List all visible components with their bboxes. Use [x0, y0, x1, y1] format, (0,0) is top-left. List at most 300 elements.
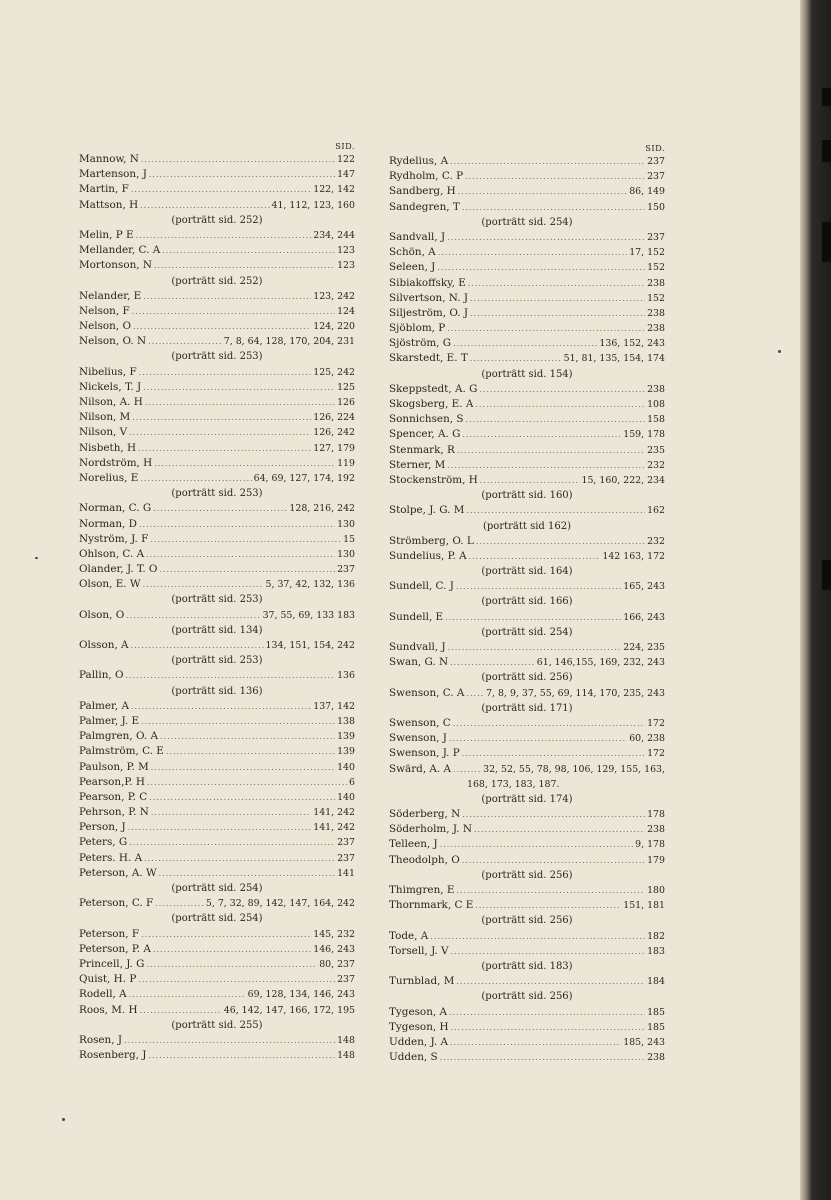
entry-name: Nelander, E	[79, 289, 142, 302]
dot-leader	[148, 334, 222, 349]
dot-leader	[475, 397, 645, 412]
index-entry	[389, 640, 665, 655]
dot-leader	[468, 276, 645, 291]
index-entry	[79, 851, 355, 866]
dot-leader	[462, 746, 645, 761]
dot-leader	[450, 655, 535, 670]
index-entry	[389, 336, 665, 351]
dot-leader	[470, 291, 645, 306]
entry-pages: 122	[337, 154, 355, 165]
entry-pages: 7, 8, 64, 128, 170, 204, 231	[223, 336, 355, 348]
entry-name: Thornmark, C E	[389, 899, 474, 912]
entry-pages: 146, 243	[313, 943, 355, 955]
entry-pages: 159, 178	[623, 429, 665, 441]
entry-pages: 123	[337, 260, 355, 272]
index-entry	[389, 291, 665, 306]
dot-leader	[466, 503, 645, 518]
entry-pages: 7, 8, 9, 37, 55, 69, 114, 170, 235, 243	[486, 687, 665, 699]
entry-name: Peterson, A. W	[79, 866, 157, 879]
dot-leader	[131, 699, 311, 714]
dot-leader	[462, 807, 645, 822]
dot-leader	[457, 443, 645, 458]
entry-pages: 32, 52, 55, 78, 98, 106, 129, 155, 163,	[483, 763, 665, 775]
dot-leader	[430, 929, 645, 944]
index-entry	[389, 610, 665, 625]
entry-list-left	[79, 152, 355, 1063]
index-entry	[389, 929, 665, 944]
entry-pages: 124, 220	[313, 321, 355, 333]
dot-leader	[155, 896, 204, 911]
dot-leader	[133, 319, 311, 334]
entry-pages: 148	[337, 1050, 355, 1062]
entry-name: Norman, D	[79, 517, 137, 530]
entry-pages: 138	[337, 715, 355, 727]
entry-name: Sterner, M	[389, 458, 446, 471]
entry-pages: 17, 152	[629, 247, 665, 259]
entry-pages: 123, 242	[313, 290, 355, 302]
entry-name: Pearson,P. H	[79, 775, 145, 788]
index-entry	[79, 775, 355, 790]
index-column-right	[389, 142, 665, 1065]
entry-pages: 147	[337, 169, 355, 181]
entry-pages: 235	[647, 444, 665, 456]
index-entry	[79, 547, 355, 562]
entry-name: Sandberg, H	[389, 185, 456, 198]
entry-name: Palmström, C. E	[79, 745, 164, 758]
index-column-left	[79, 140, 355, 1063]
entry-name: Nilson, A. H	[79, 396, 143, 408]
entry-pages: 142 163, 172	[602, 550, 665, 562]
entry-name: Sjöström, G	[389, 337, 452, 350]
entry-name: Nordström, H	[79, 456, 153, 469]
portrait-reference: (porträtt sid. 136)	[171, 685, 263, 697]
dot-leader	[447, 321, 645, 336]
entry-name: Ohlson, C. A	[79, 547, 145, 560]
index-entry	[79, 577, 355, 592]
entry-pages: 5, 7, 32, 89, 142, 147, 164, 242	[205, 898, 355, 910]
entry-name: Swenson, C. A	[389, 686, 465, 699]
entry-pages: 172	[647, 748, 665, 760]
entry-pages: 126, 242	[313, 427, 355, 439]
entry-name: Olson, O	[79, 608, 125, 621]
entry-name: Norman, C. G	[79, 502, 152, 515]
entry-name: Tygeson, H	[389, 1020, 449, 1033]
entry-name: Torsell, J. V	[389, 944, 449, 957]
dot-leader	[138, 972, 335, 987]
entry-name: Swenson, J. P	[389, 747, 460, 760]
dot-leader	[453, 336, 597, 351]
index-entry	[389, 412, 665, 427]
dot-leader	[153, 942, 311, 957]
index-entry	[79, 927, 355, 942]
entry-name: Olsson, A	[79, 639, 129, 651]
entry-pages: 125	[337, 381, 355, 393]
entry-name: Siljeström, O. J	[389, 306, 469, 319]
entry-pages: 237	[647, 156, 665, 167]
portrait-reference: (porträtt sid. 252)	[171, 214, 263, 226]
entry-pages: 60, 238	[629, 733, 665, 745]
entry-pages: 126, 224	[313, 412, 355, 424]
entry-pages-continued: 168, 173, 183, 187.	[467, 778, 560, 790]
index-entry	[79, 365, 355, 380]
entry-name: Nelson, O. N	[79, 335, 147, 348]
portrait-reference: (porträtt sid 162)	[483, 520, 571, 532]
entry-name: Palmer, A	[79, 699, 129, 712]
dot-leader	[440, 837, 633, 852]
dot-leader	[462, 200, 645, 215]
entry-name: Peters, G	[79, 836, 128, 849]
entry-pages: 158	[647, 414, 665, 426]
index-entry	[79, 456, 355, 471]
dot-leader	[126, 608, 260, 623]
dot-leader	[140, 198, 269, 213]
index-entry	[389, 321, 665, 336]
entry-pages: 162	[647, 505, 665, 517]
entry-name: Sandegren, T	[389, 200, 460, 213]
entry-pages: 80, 237	[319, 958, 355, 970]
index-entry	[79, 532, 355, 547]
entry-pages: 151, 181	[623, 900, 665, 912]
dot-leader	[143, 380, 335, 395]
dot-leader	[129, 987, 246, 1002]
entry-name: Peters. H. A	[79, 851, 143, 864]
index-entry	[79, 987, 355, 1002]
dot-leader	[160, 729, 335, 744]
index-entry	[79, 441, 355, 456]
index-entry	[389, 443, 665, 458]
entry-pages: 152	[647, 292, 665, 304]
entry-pages: 130	[337, 548, 355, 560]
index-entry	[79, 866, 355, 881]
entry-name: Theodolph, O	[389, 853, 460, 866]
index-entry	[79, 668, 355, 683]
index-entry	[389, 1050, 665, 1065]
index-entry	[389, 382, 665, 397]
entry-name: Sundell, C. J	[389, 580, 454, 593]
entry-name: Peterson, P. A	[79, 942, 151, 955]
edge-mark	[822, 222, 831, 262]
index-entry	[79, 319, 355, 334]
index-entry	[79, 714, 355, 729]
dot-leader	[136, 228, 312, 243]
entry-name: Schön, A	[389, 246, 436, 259]
index-entry	[79, 835, 355, 850]
entry-pages: 237	[337, 837, 355, 849]
dot-leader	[145, 395, 335, 410]
entry-pages: 179	[647, 854, 665, 866]
entry-pages: 238	[647, 323, 665, 335]
entry-pages: 185	[647, 1021, 665, 1033]
portrait-reference: (porträtt sid. 253)	[171, 488, 263, 500]
portrait-reference: (porträtt sid. 253)	[171, 594, 263, 606]
entry-name: Mellander, C. A	[79, 244, 161, 257]
entry-name: Rosenberg, J	[79, 1049, 147, 1062]
edge-mark	[822, 88, 831, 106]
index-entry	[79, 198, 355, 213]
entry-pages: 108	[647, 399, 665, 410]
dot-leader	[465, 169, 645, 184]
entry-pages: 237	[647, 231, 665, 243]
entry-pages: 238	[647, 824, 665, 836]
entry-name: Rosen, J	[79, 1033, 123, 1046]
entry-name: Palmer, J. E	[79, 714, 140, 727]
dot-leader	[147, 775, 347, 790]
entry-pages: 237	[337, 564, 355, 576]
portrait-reference: (porträtt sid. 174)	[481, 793, 573, 805]
dot-leader	[129, 835, 335, 850]
entry-pages: 152	[647, 262, 665, 274]
entry-name: Spencer, A. G	[389, 428, 461, 441]
entry-name: Nelson, F	[79, 304, 130, 317]
index-entry	[79, 805, 355, 820]
portrait-reference: (porträtt sid. 254)	[171, 913, 263, 925]
entry-pages: 232	[647, 459, 665, 471]
ink-speck	[778, 350, 781, 353]
entry-name: Roos, M. H	[79, 1003, 138, 1016]
dot-leader	[154, 456, 335, 471]
entry-name: Olson, E. W	[79, 578, 141, 591]
dot-leader	[475, 898, 621, 913]
entry-pages: 237	[337, 974, 355, 986]
entry-pages: 86, 149	[629, 186, 665, 198]
portrait-reference: (porträtt sid. 154)	[481, 368, 573, 380]
entry-pages: 5, 37, 42, 132, 136	[265, 579, 355, 591]
dot-leader	[143, 577, 264, 592]
entry-pages: 130	[337, 518, 355, 530]
index-entry	[389, 230, 665, 245]
entry-pages: 6	[349, 776, 355, 788]
entry-name: Nisbeth, H	[79, 441, 137, 454]
entry-name: Martin, F	[79, 183, 129, 196]
index-entry	[389, 351, 665, 366]
dot-leader	[150, 532, 341, 547]
index-entry	[389, 260, 665, 275]
dot-leader	[159, 866, 335, 881]
entry-name: Söderberg, N	[389, 808, 461, 821]
entry-pages: 165, 243	[623, 581, 665, 593]
entry-pages: 15	[343, 533, 355, 545]
dot-leader	[450, 1035, 621, 1050]
index-entry	[389, 853, 665, 868]
index-entry	[389, 837, 665, 852]
entry-pages: 178	[647, 809, 665, 821]
entry-pages: 150	[647, 201, 665, 213]
entry-pages: 140	[337, 791, 355, 803]
entry-pages: 139	[337, 731, 355, 743]
index-entry	[79, 501, 355, 516]
edge-mark	[822, 140, 831, 162]
entry-name: Pearson, P. C	[79, 790, 148, 803]
index-entry	[389, 1005, 665, 1020]
index-entry	[79, 820, 355, 835]
dot-leader	[447, 458, 645, 473]
dot-leader	[124, 1033, 335, 1048]
index-entry	[79, 425, 355, 440]
dot-leader	[132, 304, 335, 319]
portrait-reference: (porträtt sid. 256)	[481, 915, 573, 927]
portrait-reference: (porträtt sid. 252)	[171, 275, 263, 287]
entry-name: Swärd, A. A	[389, 762, 452, 775]
entry-name: Nilson, M	[79, 411, 131, 424]
entry-pages: 234, 244	[313, 229, 355, 241]
entry-pages: 166, 243	[623, 611, 665, 623]
dot-leader	[151, 805, 311, 820]
portrait-reference: (porträtt sid. 254)	[171, 883, 263, 894]
index-entry	[389, 746, 665, 761]
dot-leader	[141, 152, 335, 167]
index-entry	[389, 306, 665, 321]
portrait-reference: (porträtt sid. 254)	[481, 626, 573, 638]
index-entry	[79, 517, 355, 532]
entry-name: Mortonson, N	[79, 259, 152, 272]
entry-name: Stenmark, R	[389, 443, 455, 456]
portrait-reference: (porträtt sid. 171)	[481, 702, 573, 714]
entry-name: Nyström, J. F	[79, 532, 149, 545]
entry-name: Paulson, P. M	[79, 760, 149, 773]
index-entry	[389, 458, 665, 473]
dot-leader	[126, 668, 336, 683]
dot-leader	[146, 957, 317, 972]
entry-name: Sandvall, J	[389, 230, 446, 243]
entry-pages: 41, 112, 123, 160	[271, 199, 355, 211]
index-entry	[79, 410, 355, 425]
index-entry	[79, 957, 355, 972]
index-entry	[79, 699, 355, 714]
ink-speck	[62, 1118, 65, 1121]
entry-pages: 141, 242	[313, 822, 355, 834]
entry-name: Quist, H. P	[79, 973, 137, 986]
entry-pages: 122, 142	[313, 184, 355, 196]
entry-pages: 172	[647, 717, 665, 729]
index-entry	[79, 228, 355, 243]
index-entry	[79, 471, 355, 486]
entry-pages: 238	[647, 1052, 665, 1064]
entry-name: Telleen, J	[389, 838, 438, 851]
dot-leader	[131, 182, 311, 197]
entry-name: Peterson, C. F	[79, 897, 154, 910]
dot-leader	[153, 501, 287, 516]
dot-leader	[474, 822, 645, 837]
entry-name: Nilson, V	[79, 426, 128, 439]
entry-name: Sundvall, J	[389, 641, 446, 653]
index-entry	[79, 243, 355, 258]
book-edge	[800, 0, 831, 1200]
index-entry	[389, 883, 665, 898]
dot-leader	[448, 640, 622, 655]
index-entry	[79, 1003, 355, 1018]
entry-name: Tygeson, A	[389, 1005, 447, 1018]
entry-name: Mattson, H	[79, 198, 139, 211]
index-entry	[389, 686, 665, 701]
dot-leader	[129, 425, 311, 440]
dot-leader	[151, 760, 335, 775]
portrait-reference: (porträtt sid. 256)	[481, 672, 573, 684]
dot-leader	[462, 853, 645, 868]
entry-name: Udden, J. A	[389, 1035, 448, 1048]
index-entry	[79, 790, 355, 805]
dot-leader	[144, 851, 335, 866]
index-entry	[389, 655, 665, 670]
entry-name: Swenson, C	[389, 716, 451, 729]
entry-pages: 126	[337, 397, 355, 408]
entry-name: Martenson, J	[79, 168, 147, 181]
edge-mark	[822, 560, 831, 590]
entry-name: Sundell, E	[389, 610, 444, 623]
entry-name: Seleen, J	[389, 261, 436, 274]
entry-name: Sjöblom, P	[389, 322, 446, 335]
column-header-sid: SID.	[645, 143, 665, 153]
entry-pages: 140	[337, 761, 355, 773]
entry-name: Skarstedt, E. T	[389, 352, 468, 365]
dot-leader	[141, 714, 335, 729]
entry-pages: 237	[647, 171, 665, 183]
dot-leader	[451, 944, 646, 959]
entry-pages: 125, 242	[313, 366, 355, 378]
index-entry	[79, 182, 355, 197]
index-entry	[389, 1035, 665, 1050]
index-entry	[79, 608, 355, 623]
index-entry	[389, 503, 665, 518]
dot-leader	[159, 562, 335, 577]
entry-pages: 46, 142, 147, 166, 172, 195	[223, 1004, 355, 1016]
column-header-sid: SID.	[335, 141, 355, 151]
entry-name: Melin, P E	[79, 228, 134, 241]
entry-pages: 15, 160, 222, 234	[581, 474, 665, 486]
portrait-reference: (porträtt sid. 256)	[481, 869, 573, 881]
entry-name: Pallin, O	[79, 669, 124, 682]
entry-name: Sibiakoffsky, E	[389, 276, 466, 289]
dot-leader	[453, 762, 481, 777]
dot-leader	[154, 258, 335, 273]
index-entry	[389, 534, 665, 549]
dot-leader	[148, 1048, 335, 1063]
entry-pages: 127, 179	[313, 442, 355, 454]
dot-leader	[447, 230, 645, 245]
entry-pages: 124	[337, 305, 355, 317]
entry-name: Udden, S	[389, 1051, 438, 1064]
dot-leader	[140, 1003, 222, 1018]
dot-leader	[456, 883, 645, 898]
index-entry	[79, 334, 355, 349]
entry-name: Mannow, N	[79, 153, 139, 165]
entry-pages: 237	[337, 852, 355, 864]
entry-name: Nibelius, F	[79, 365, 137, 378]
dot-leader	[453, 716, 645, 731]
entry-pages: 180	[647, 885, 665, 896]
entry-pages: 183	[647, 945, 665, 957]
entry-name: Tode, A	[389, 929, 429, 942]
entry-name: Norelius, E	[79, 471, 139, 484]
entry-pages: 185	[647, 1006, 665, 1018]
portrait-reference: (porträtt sid. 164)	[481, 566, 573, 578]
index-entry	[389, 822, 665, 837]
index-entry	[389, 944, 665, 959]
dot-leader	[166, 744, 335, 759]
entry-pages: 238	[647, 383, 665, 395]
index-entry	[79, 760, 355, 775]
dot-leader	[476, 534, 645, 549]
index-entry	[79, 638, 355, 653]
entry-pages: 134, 151, 154, 242	[265, 640, 355, 651]
index-entry	[389, 154, 665, 169]
entry-name: Skogsberg, E. A	[389, 398, 474, 410]
index-entry	[79, 1033, 355, 1048]
entry-pages: 64, 69, 127, 174, 192	[253, 472, 355, 484]
dot-leader	[131, 638, 264, 653]
entry-pages: 9, 178	[635, 839, 665, 851]
portrait-reference: (porträtt sid. 183)	[481, 960, 573, 972]
entry-name: Skeppstedt, A. G	[389, 382, 478, 395]
